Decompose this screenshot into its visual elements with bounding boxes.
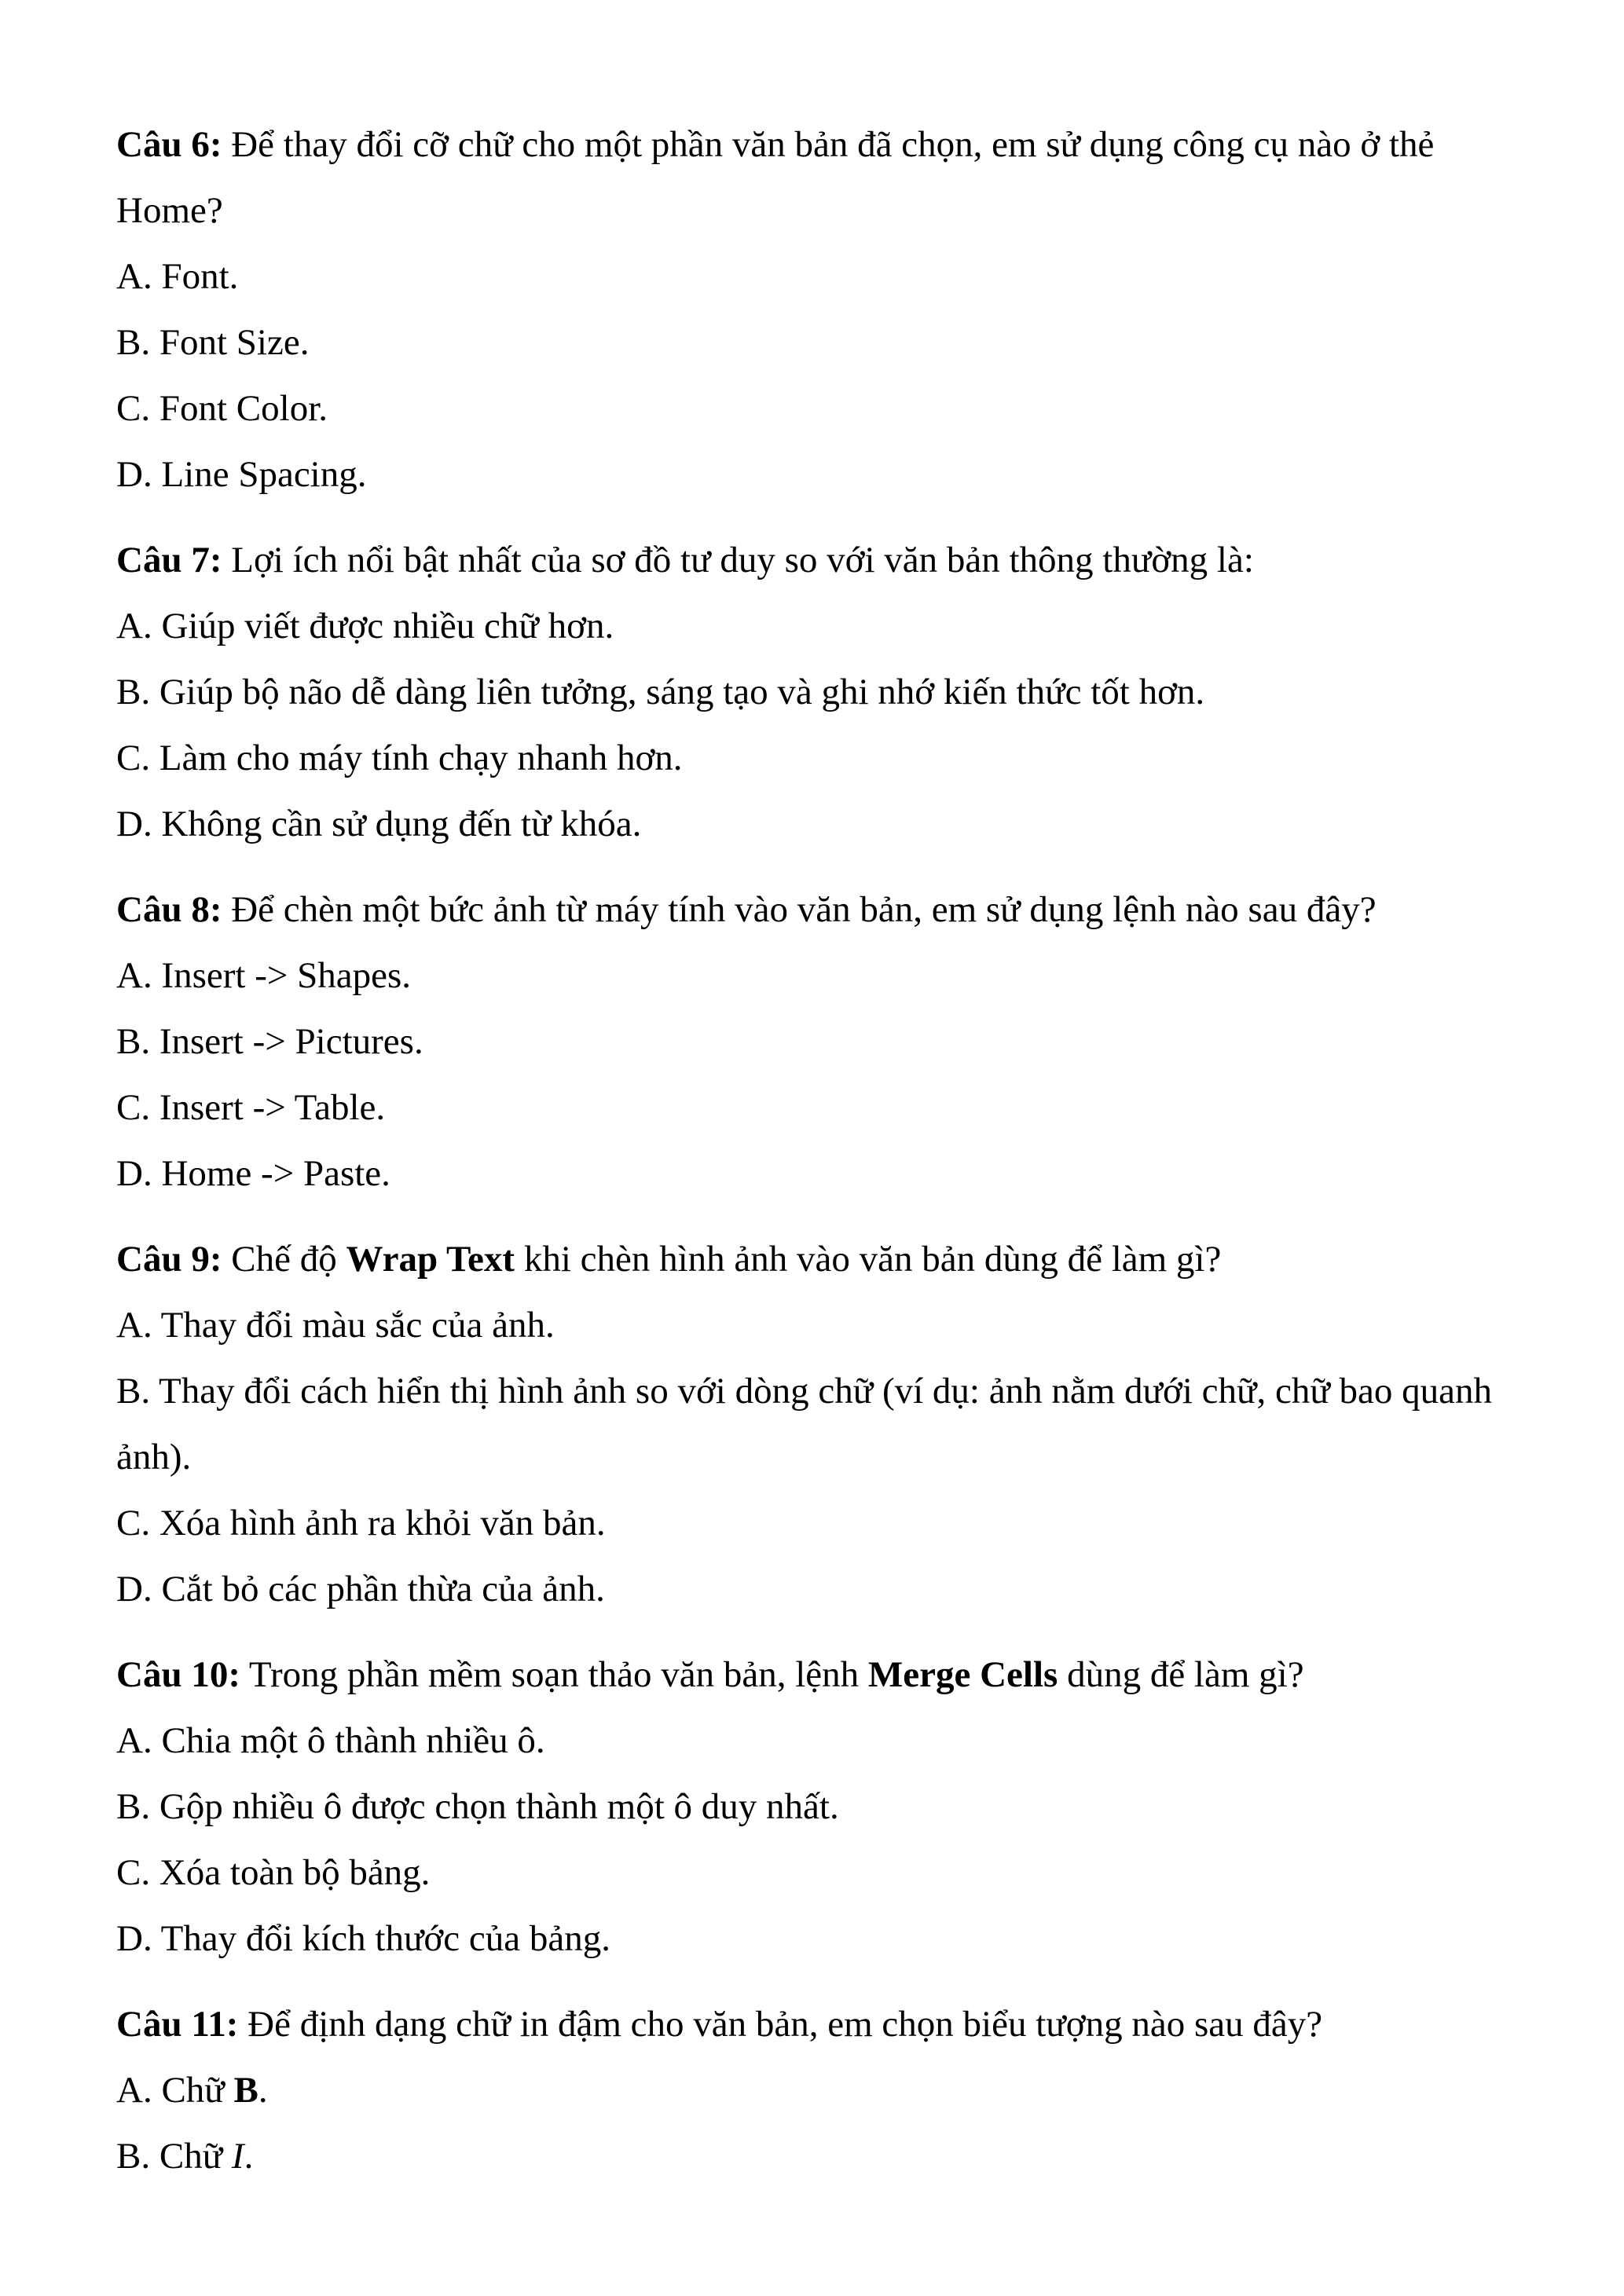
option-d: D. Line Spacing.: [116, 454, 367, 495]
option-b: B. Gộp nhiều ô được chọn thành một ô duy nhất.: [116, 1786, 839, 1827]
question-text: Để định dạng chữ in đậm cho văn bản, em chọn biểu tượng nào sau đây?: [238, 2004, 1323, 2045]
option-b: B. Thay đổi cách hiển thị hình ảnh so với dòng chữ (ví dụ: ảnh nằm dưới chữ, chữ bao quanh ảnh).: [116, 1371, 1493, 1478]
question-7: [116, 527, 1511, 857]
option-punct: .: [244, 2136, 254, 2177]
option-c: C. Xóa hình ảnh ra khỏi văn bản.: [116, 1503, 606, 1543]
question-label: Câu 9:: [116, 1239, 222, 1280]
question-6: [116, 112, 1511, 507]
question-label: Câu 6:: [116, 124, 222, 165]
question-text: Để chèn một bức ảnh từ máy tính vào văn bản, em sử dụng lệnh nào sau đây?: [222, 889, 1377, 930]
question-9: [116, 1226, 1511, 1622]
italic-letter: I: [231, 2136, 244, 2177]
question-label: Câu 7:: [116, 540, 222, 580]
option-c: C. Insert -> Table.: [116, 1087, 386, 1128]
option-b: [116, 2123, 1511, 2189]
option-a: A. Thay đổi màu sắc của ảnh.: [116, 1305, 555, 1346]
question-10: [116, 1642, 1511, 1972]
question-stem: [116, 112, 1511, 244]
option-text: B. Chữ: [116, 2136, 232, 2177]
question-text: Để thay đổi cỡ chữ cho một phần văn bản đã chọn, em sử dụng công cụ nào ở thẻ Home?: [116, 124, 1435, 231]
bold-letter: B: [233, 2070, 258, 2111]
option-b: B. Giúp bộ não dễ dàng liên tưởng, sáng tạo và ghi nhớ kiến thức tốt hơn.: [116, 672, 1205, 712]
question-keyword: Wrap Text: [346, 1239, 515, 1280]
option-a: A. Font.: [116, 256, 239, 297]
option-punct: .: [258, 2070, 268, 2111]
option-d: D. Cắt bỏ các phần thừa của ảnh.: [116, 1569, 605, 1609]
question-text: khi chèn hình ảnh vào văn bản dùng để làm gì?: [515, 1239, 1222, 1280]
option-a: A. Giúp viết được nhiều chữ hơn.: [116, 606, 614, 646]
option-a: [116, 2057, 1511, 2123]
option-c: C. Xóa toàn bộ bảng.: [116, 1852, 431, 1893]
option-c: C. Làm cho máy tính chạy nhanh hơn.: [116, 738, 683, 778]
question-stem: [116, 1991, 1511, 2057]
option-b: B. Font Size.: [116, 322, 310, 363]
option-d: D. Home -> Paste.: [116, 1153, 390, 1194]
question-text: dùng để làm gì?: [1058, 1654, 1304, 1695]
question-text: Lợi ích nổi bật nhất của sơ đồ tư duy so với văn bản thông thường là:: [222, 540, 1254, 580]
question-stem: [116, 1642, 1511, 1708]
question-stem: [116, 877, 1511, 943]
question-label: Câu 10:: [116, 1654, 240, 1695]
option-a: A. Chia một ô thành nhiều ô.: [116, 1720, 545, 1761]
question-11: [116, 1991, 1511, 2189]
option-a: A. Insert -> Shapes.: [116, 955, 412, 996]
option-c: C. Font Color.: [116, 388, 328, 429]
question-stem: [116, 527, 1511, 593]
question-keyword: Merge Cells: [867, 1654, 1058, 1695]
question-stem: [116, 1226, 1511, 1292]
option-d: D. Thay đổi kích thước của bảng.: [116, 1918, 610, 1959]
question-text: Trong phần mềm soạn thảo văn bản, lệnh: [240, 1654, 868, 1695]
option-text: A. Chữ: [116, 2070, 234, 2111]
question-8: [116, 877, 1511, 1207]
option-b: B. Insert -> Pictures.: [116, 1021, 423, 1062]
option-d: D. Không cần sử dụng đến từ khóa.: [116, 804, 642, 844]
question-label: Câu 8:: [116, 889, 222, 930]
question-label: Câu 11:: [116, 2004, 239, 2045]
question-text: Chế độ: [222, 1239, 346, 1280]
